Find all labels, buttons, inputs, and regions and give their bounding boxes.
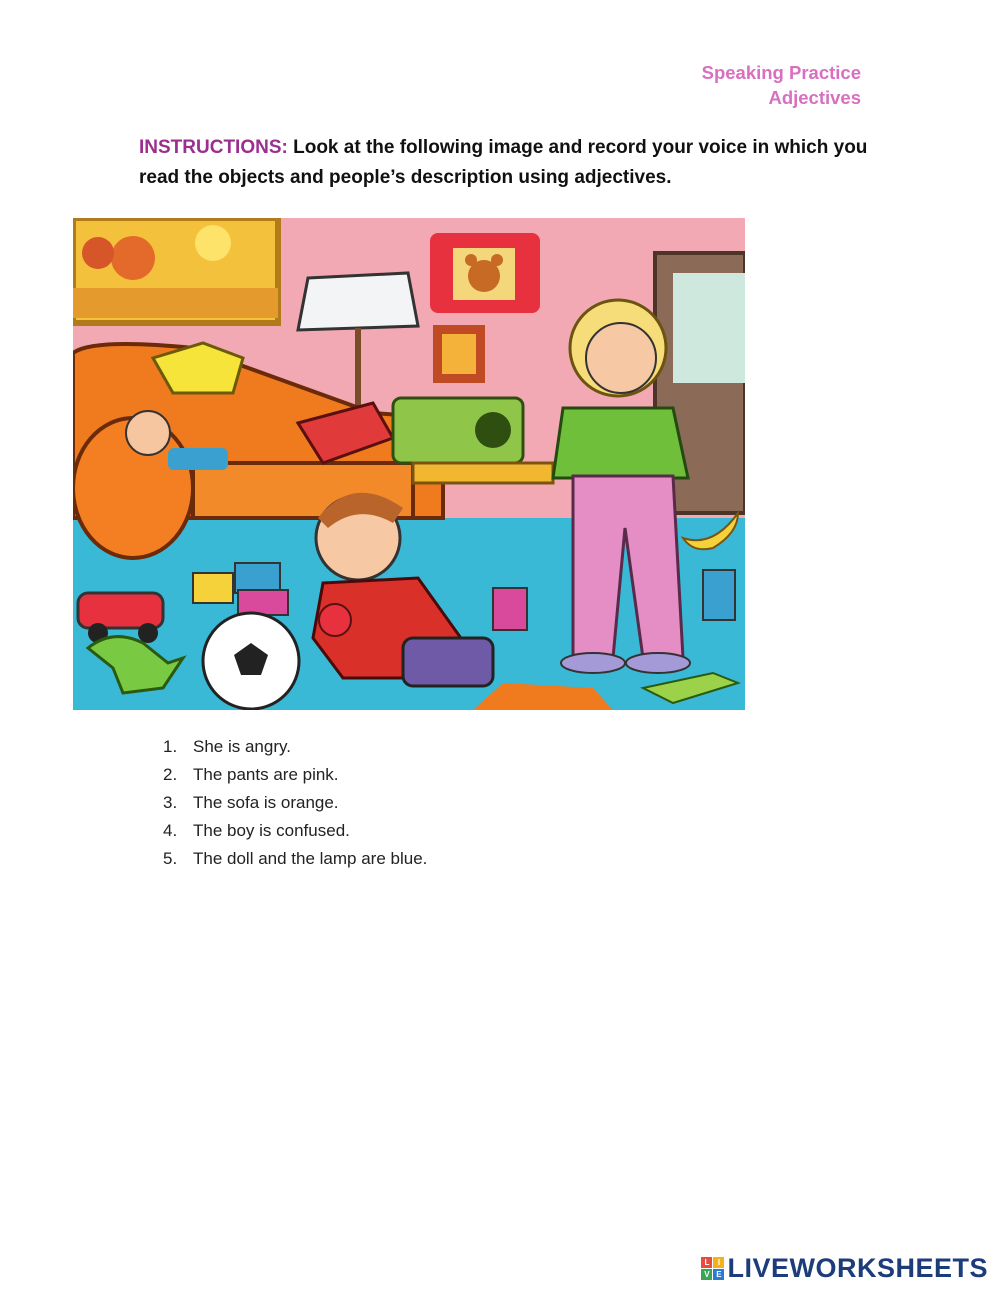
list-item: [163, 733, 427, 761]
item-number: 5.: [163, 849, 178, 868]
item-text: The sofa is orange.: [193, 793, 339, 812]
liveworksheets-logo[interactable]: [701, 1253, 988, 1284]
logo-icon: [701, 1257, 724, 1280]
logo-tile: L: [701, 1257, 712, 1268]
answer-list: [163, 733, 427, 873]
logo-text: LIVEWORKSHEETS: [727, 1253, 988, 1283]
list-item: [163, 789, 427, 817]
cartoon-scene: [73, 218, 745, 710]
header-subject: Speaking Practice: [701, 62, 861, 83]
list-item: [163, 761, 427, 789]
item-text: The pants are pink.: [193, 765, 339, 784]
item-text: The doll and the lamp are blue.: [193, 849, 428, 868]
instructions: [139, 133, 869, 193]
logo-tile: E: [713, 1269, 724, 1280]
item-number: 4.: [163, 821, 178, 840]
item-text: She is angry.: [193, 737, 291, 756]
instructions-label: INSTRUCTIONS:: [139, 137, 288, 158]
instructions-text: Look at the following image and record your voice in which you read the objects and people’s description using adjectives.: [139, 137, 868, 188]
logo-tile: V: [701, 1269, 712, 1280]
item-number: 3.: [163, 793, 178, 812]
item-number: 1.: [163, 737, 178, 756]
list-item: [163, 817, 427, 845]
messy-room-illustration: [73, 218, 745, 710]
worksheet-header: [702, 60, 861, 110]
header-topic: Adjectives: [768, 87, 861, 108]
item-number: 2.: [163, 765, 178, 784]
item-text: The boy is confused.: [193, 821, 350, 840]
list-item: [163, 845, 427, 873]
logo-tile: I: [713, 1257, 724, 1268]
